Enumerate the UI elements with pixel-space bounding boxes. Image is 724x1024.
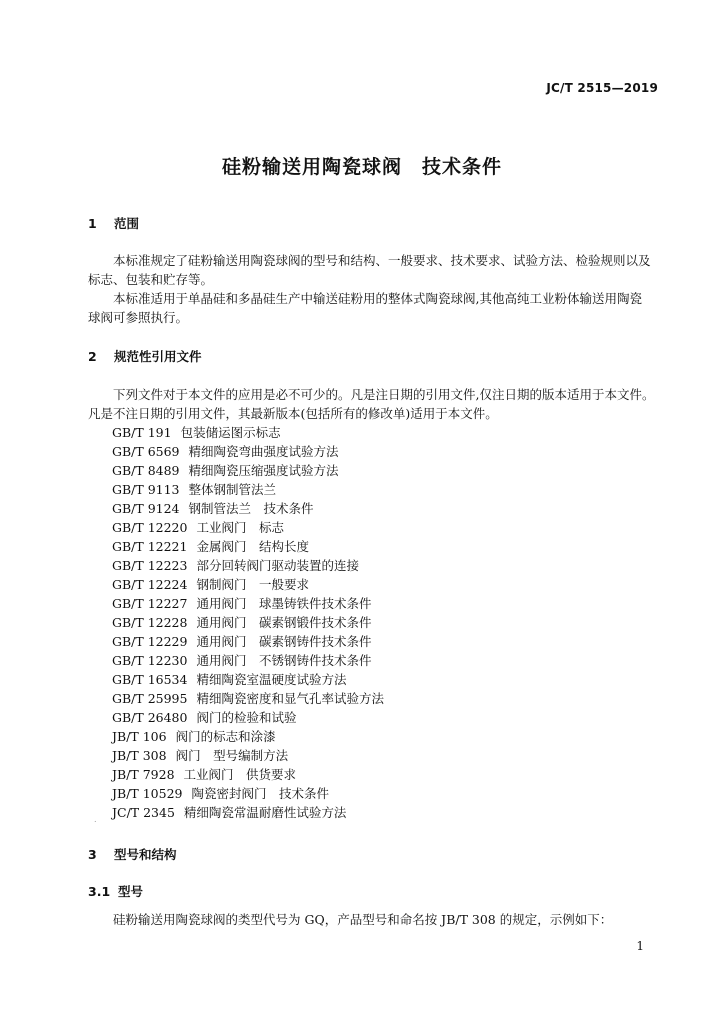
reference-code: GB/T 9113 <box>112 482 180 497</box>
reference-code: GB/T 12228 <box>112 615 188 630</box>
reference-item <box>112 803 384 822</box>
reference-title: 部分回转阀门驱动装置的连接 <box>196 558 359 573</box>
reference-item <box>112 651 384 670</box>
reference-code: GB/T 12229 <box>112 634 188 649</box>
reference-title: 陶瓷密封阀门 技术条件 <box>191 786 329 801</box>
text-line: 球阀可参照执行。 <box>88 310 189 325</box>
reference-item <box>112 518 384 537</box>
scan-mark: . <box>94 815 97 824</box>
reference-title: 精细陶瓷压缩强度试验方法 <box>188 463 339 478</box>
section-1-heading <box>88 214 139 232</box>
reference-title: 整体钢制管法兰 <box>188 482 277 497</box>
reference-title: 精细陶瓷弯曲强度试验方法 <box>188 444 339 459</box>
reference-title: 通用阀门 碳素钢铸件技术条件 <box>196 634 372 649</box>
reference-item <box>112 461 384 480</box>
reference-item <box>112 423 384 442</box>
reference-code: GB/T 8489 <box>112 463 180 478</box>
reference-code: GB/T 9124 <box>112 501 180 516</box>
reference-code: GB/T 12223 <box>112 558 188 573</box>
reference-code: GB/T 25995 <box>112 691 188 706</box>
reference-item <box>112 765 384 784</box>
reference-title: 包装储运图示标志 <box>180 425 281 440</box>
page-number: 1 <box>636 939 644 953</box>
reference-title: 阀门的标志和涂漆 <box>175 729 276 744</box>
reference-code: GB/T 26480 <box>112 710 188 725</box>
reference-title: 精细陶瓷密度和显气孔率试验方法 <box>196 691 384 706</box>
reference-code: JB/T 7928 <box>112 767 175 782</box>
reference-title: 钢制阀门 一般要求 <box>196 577 309 592</box>
section-number: 1 <box>88 216 97 231</box>
reference-title: 精细陶瓷室温硬度试验方法 <box>196 672 347 687</box>
reference-item <box>112 442 384 461</box>
normative-references-list <box>112 423 384 822</box>
subsection-number: 3.1 <box>88 884 111 899</box>
reference-title: 钢制管法兰 技术条件 <box>188 501 314 516</box>
section-2-intro <box>88 385 658 423</box>
reference-title: 通用阀门 球墨铸铁件技术条件 <box>196 596 372 611</box>
reference-item <box>112 784 384 803</box>
reference-item <box>112 632 384 651</box>
reference-title: 工业阀门 标志 <box>196 520 284 535</box>
section-number: 2 <box>88 349 97 364</box>
reference-code: GB/T 12227 <box>112 596 188 611</box>
reference-code: JB/T 308 <box>112 748 167 763</box>
reference-item <box>112 613 384 632</box>
document-title: 硅粉输送用陶瓷球阀 技术条件 <box>221 156 502 178</box>
reference-title: 通用阀门 不锈钢铸件技术条件 <box>196 653 372 668</box>
reference-item <box>112 689 384 708</box>
standard-code: JC/T 2515—2019 <box>546 81 658 95</box>
text-line: 硅粉输送用陶瓷球阀的类型代号为 GQ，产品型号和命名按 JB/T 308 的规定，示例如下： <box>113 912 613 927</box>
reference-item <box>112 727 384 746</box>
reference-title: 阀门的检验和试验 <box>196 710 297 725</box>
subsection-title: 型号 <box>118 884 144 899</box>
section-title: 规范性引用文件 <box>114 349 202 364</box>
reference-title: 金属阀门 结构长度 <box>196 539 309 554</box>
reference-item <box>112 537 384 556</box>
subsection-3-1-heading <box>88 882 143 900</box>
reference-title: 阀门 型号编制方法 <box>175 748 289 763</box>
reference-code: GB/T 12230 <box>112 653 188 668</box>
text-line: 本标准适用于单晶硅和多晶硅生产中输送硅粉用的整体式陶瓷球阀,其他高纯工业粉体输送用陶瓷 <box>113 291 642 306</box>
section-title: 型号和结构 <box>114 847 177 862</box>
reference-item <box>112 556 384 575</box>
reference-code: GB/T 16534 <box>112 672 188 687</box>
reference-code: GB/T 12221 <box>112 539 188 554</box>
text-line: 本标准规定了硅粉输送用陶瓷球阀的型号和结构、一般要求、技术要求、试验方法、检验规则以及 <box>113 253 651 268</box>
reference-code: GB/T 12224 <box>112 577 188 592</box>
section-2-heading <box>88 347 202 365</box>
reference-title: 通用阀门 碳素钢锻件技术条件 <box>196 615 372 630</box>
reference-code: GB/T 12220 <box>112 520 188 535</box>
text-line: 标志、包装和贮存等。 <box>88 272 214 287</box>
section-title: 范围 <box>114 216 140 231</box>
reference-item <box>112 594 384 613</box>
reference-item <box>112 575 384 594</box>
section-1-paragraph-2 <box>88 289 658 327</box>
reference-code: JB/T 106 <box>112 729 167 744</box>
reference-item <box>112 670 384 689</box>
text-line: 下列文件对于本文件的应用是必不可少的。凡是注日期的引用文件,仅注日期的版本适用于本文件。 <box>113 387 655 402</box>
section-3-heading <box>88 845 177 863</box>
reference-title: 精细陶瓷常温耐磨性试验方法 <box>183 805 347 820</box>
reference-code: JB/T 10529 <box>112 786 183 801</box>
reference-item <box>112 708 384 727</box>
section-1-paragraph-1 <box>88 251 658 289</box>
reference-code: GB/T 6569 <box>112 444 180 459</box>
reference-code: GB/T 191 <box>112 425 172 440</box>
reference-item <box>112 746 384 765</box>
reference-code: JC/T 2345 <box>112 805 175 820</box>
section-number: 3 <box>88 847 97 862</box>
reference-item <box>112 480 384 499</box>
reference-title: 工业阀门 供货要求 <box>183 767 297 782</box>
subsection-3-1-paragraph <box>88 910 658 929</box>
text-line: 凡是不注日期的引用文件，其最新版本(包括所有的修改单)适用于本文件。 <box>88 406 498 421</box>
reference-item <box>112 499 384 518</box>
